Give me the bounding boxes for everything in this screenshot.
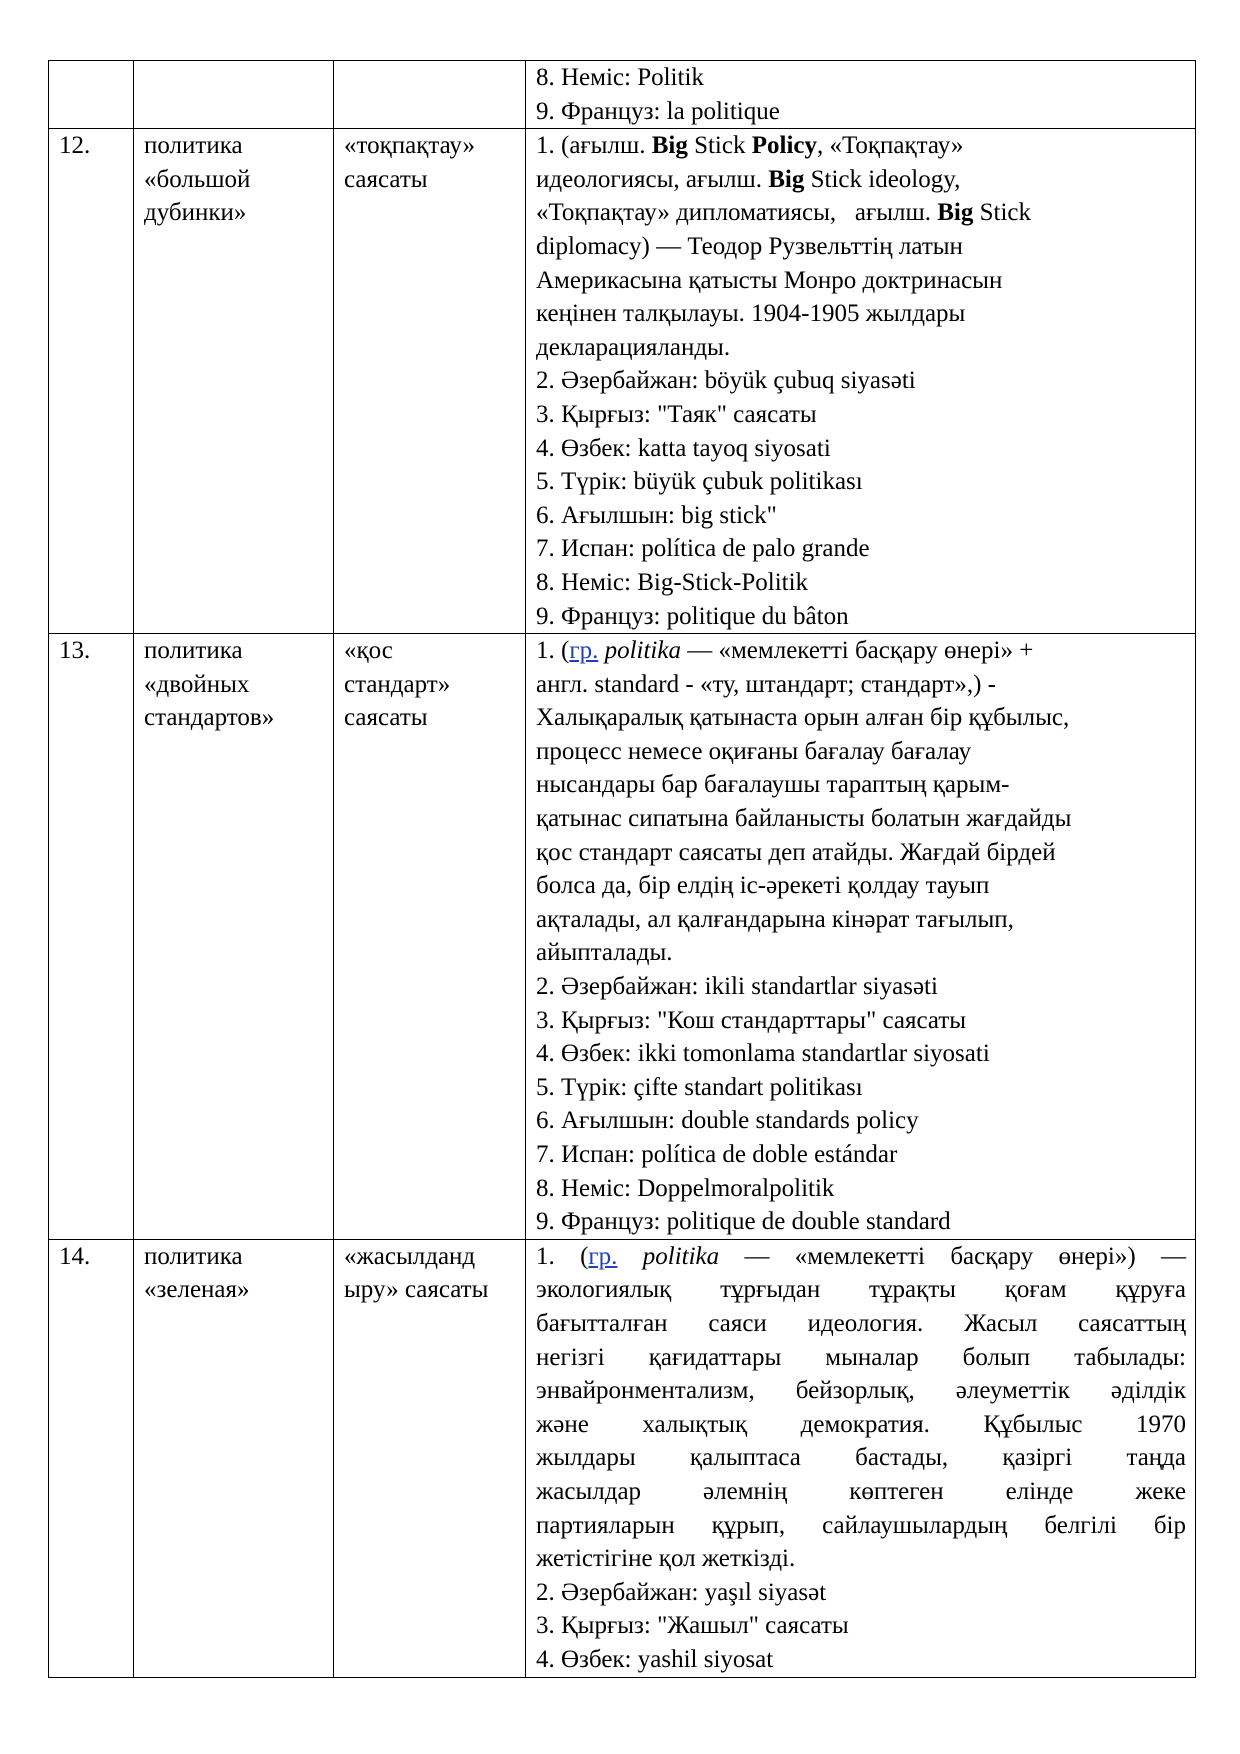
kazakh-term-cell [334,129,526,634]
russian-term-line: «зеленая» [144,1276,250,1304]
kazakh-term-line: саясаты [344,165,428,193]
translation-line: 6. Ағылшын: double standards policy [536,1107,919,1135]
definition-line: кеңінен талқылауы. 1904-1905 жылдары [536,300,966,328]
definition-line: энвайронментализм, бейзорлық, әлеуметтік әділдік [536,1377,1186,1405]
translation-line: 2. Әзербайжан: böyük çubuq siyasəti [536,367,916,395]
translation-line: 9. Француз: politique de double standard [536,1208,951,1236]
russian-term-cell [134,129,334,634]
definition-line: diplomacy) — Теодор Рузвельттің латын [536,232,963,260]
translation-line: 5. Түрік: çifte standart politikası [536,1073,863,1101]
definition-bold-text: Big [937,199,974,227]
definition-line: процесс немесе оқиғаны бағалау бағалау [536,737,972,765]
table-row [49,634,1196,1240]
translation-line: 3. Қырғыз: "Кош стандарттары" саясаты [536,1006,967,1034]
definition-line: ақталады, ал қалғандарына кінәрат тағылып, [536,905,1014,933]
definition-cell [526,1239,1196,1677]
definition-line: экологиялық тұрғыдан тұрақты қоғам құруға [536,1276,1186,1304]
translation-line: 7. Испан: política de palo grande [536,535,870,563]
kazakh-term-cell [334,61,526,129]
greek-abbreviation-link[interactable]: гр. [588,1242,618,1270]
translation-line: 9. Француз: politique du bâton [536,602,849,630]
translation-line: 2. Әзербайжан: ikili standartlar siyasəti [536,973,938,1001]
row-number: 13. [59,637,91,665]
row-number-cell [49,61,134,129]
glossary-table [48,60,1196,1678]
definition-cell [526,129,1196,634]
definition-text: 1. ( [536,1242,589,1270]
definition-line [536,196,1186,230]
row-number-cell [49,634,134,1240]
definition-line: жасылдар әлемнің көптеген елінде жеке [536,1477,1186,1505]
definition-bold-text: Big [768,165,805,193]
translation-line: 4. Өзбек: yashil siyosat [536,1645,774,1673]
translation-line: 8. Неміс: Politik [536,64,704,91]
translation-line: 6. Ағылшын: big stick" [536,501,777,529]
row-number-cell [49,129,134,634]
definition-line: қатынас сипатына байланысты болатын жағдайды [536,805,1072,833]
definition-bold-text: Policy [751,132,817,160]
definition-text: , «Тоқпақтау» [817,132,964,160]
definition-line: негізгі қағидаттары мыналар болып табылады: [536,1343,1186,1371]
russian-term-line: «двойных [144,670,250,698]
translation-line: 2. Әзербайжан: yaşıl siyasət [536,1578,827,1606]
definition-text: — «мемлекетті басқару өнері» + [680,637,1034,665]
translation-line: 8. Неміс: Big-Stick-Politik [536,568,809,596]
definition-line [536,634,1186,668]
kazakh-term-line: стандарт» [344,670,451,698]
definition-text: Stick ideology, [804,165,961,193]
definition-text: — «мемлекетті басқару өнері») — [719,1242,1187,1270]
russian-term-line: «большой [144,165,251,193]
definition-line: қос стандарт саясаты деп атайды. Жағдай бірдей [536,838,1056,866]
translation-line: 8. Неміс: Doppelmoralpolitik [536,1174,835,1202]
translation-line: 7. Испан: política de doble estándar [536,1141,898,1168]
definition-italic-text: politika [642,1242,720,1270]
definition-line [536,1240,1186,1274]
translation-line: 3. Қырғыз: "Таяк" саясаты [536,400,817,428]
russian-term-line: стандартов» [144,704,275,732]
row-number: 12. [59,132,91,160]
translation-line: 4. Өзбек: katta tayoq siyosati [536,434,831,462]
definition-line: англ. standard - «ту, штандарт; стандарт»,) - [536,670,996,698]
definition-text: Stick [973,199,1032,227]
definition-line [536,163,1186,197]
kazakh-term-cell [334,1239,526,1677]
kazakh-term-line: ыру» саясаты [344,1276,489,1304]
russian-term-cell [134,1239,334,1677]
row-number-cell [49,1239,134,1677]
definition-line: болса да, бір елдің іс-әрекеті қолдау тауып [536,872,990,900]
definition-line: Америкасына қатысты Монро доктринасын [536,266,1003,294]
russian-term-cell [134,634,334,1240]
kazakh-term-line: саясаты [344,704,428,732]
russian-term-cell [134,61,334,129]
russian-term-line: политика [144,637,243,665]
russian-term-line: политика [144,132,243,160]
translation-line: 4. Өзбек: ikki tomonlama standartlar siyosati [536,1040,990,1068]
table-row [49,129,1196,634]
kazakh-term-line: «жасылданд [344,1242,476,1270]
definition-text: «Тоқпақтау» дипломатиясы, ағылш. [536,199,938,227]
kazakh-term-line: «тоқпақтау» [344,132,476,160]
definition-line: декларацияланды. [536,333,731,361]
definition-text: Stick [687,132,752,160]
definition-line: жылдары қалыптаса бастады, қазіргі таңда [536,1444,1186,1472]
translation-line: 5. Түрік: büyük çubuk politikası [536,468,863,496]
translation-line: 9. Француз: la politique [536,97,780,125]
definition-cell [526,61,1196,129]
definition-cell [526,634,1196,1240]
definition-line: нысандары бар бағалаушы тараптың қарым- [536,771,1010,799]
row-number: 14. [59,1242,91,1270]
definition-line: айыпталады. [536,939,673,967]
table-row [49,61,1196,129]
definition-line [536,129,1186,163]
definition-line: жетістігіне қол жеткізді. [536,1545,796,1573]
russian-term-line: политика [144,1242,243,1270]
definition-italic-text: politika [604,637,681,665]
definition-text: идеологиясы, ағылш. [536,165,769,193]
table-row [49,1239,1196,1677]
justified-definition [536,1240,1186,1576]
definition-line: бағытталған саяси идеология. Жасыл саясаттың [536,1309,1186,1337]
definition-text: 1. (ағылш. [536,132,652,160]
russian-term-line: дубинки» [144,199,247,227]
greek-abbreviation-link[interactable]: гр. [569,637,599,665]
kazakh-term-line: «қос [344,637,393,665]
definition-line: партияларын құрып, сайлаушылардың белгілі бір [536,1511,1186,1539]
definition-text: 1. ( [536,637,570,665]
kazakh-term-cell [334,634,526,1240]
definition-line: және халықтық демократия. Құбылыс 1970 [536,1410,1186,1438]
definition-line: Халықаралық қатынаста орын алған бір құбылыс, [536,704,1070,732]
definition-bold-text: Big [651,132,688,160]
translation-line: 3. Қырғыз: "Жашыл" саясаты [536,1612,849,1640]
